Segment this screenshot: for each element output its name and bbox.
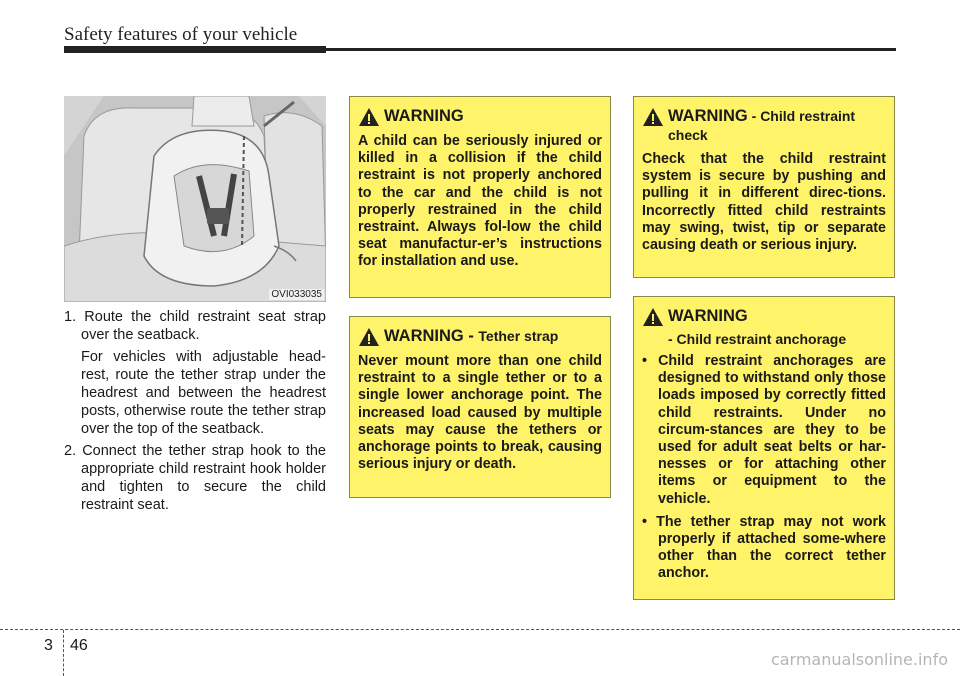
- step-1-note: For vehicles with adjustable head-rest, route the tether strap under the headrest and between the headrest posts, otherwise route the tether strap over the top of the seatback.: [81, 349, 326, 437]
- warning-bullet: • Child restraint anchorages are designed to withstand only those loads imposed by correctly fitted child restraints. Under no circum-stances are they to be used for adult seat belts or har-nesses or for attaching other items or equipment to the vehicle.: [642, 353, 886, 507]
- warning-triangle-icon: [642, 307, 664, 327]
- warning-text: A child can be seriously injured or killed in a collision if the child restraint is not properly anchored to the car and the child is not properly restrained in the child restraint. Always fol-low the child seat manufactur-er’s instructions for installation and use.: [358, 133, 602, 270]
- footer-rule: [0, 629, 960, 630]
- warning-title-main: WARNING: [668, 107, 748, 125]
- warning-title: WARNING: [668, 307, 748, 325]
- warning-title: [384, 327, 558, 346]
- warning-bullet: • The tether strap may not work properly if attached some-where other than the correct tether anchor.: [642, 513, 886, 582]
- warning-box-restraint-anchorage: [633, 296, 895, 600]
- warning-text: Never mount more than one child restraint to a single tether or to a single lower anchorage point. The increased load caused by multiple seats may cause the tethers or anchorage points to break, causing serious injury or death.: [358, 353, 602, 473]
- warning-subtitle: - Child restraint check: [668, 108, 856, 143]
- warning-box-tether-strap: [349, 316, 611, 498]
- warning-box-child-injury: [349, 96, 611, 298]
- warning-text: Check that the child restraint system is secure by pushing and pulling it in different direc-tions. Incorrectly fitted child restraints may swing, twist, tip or separate causing death or serious injury.: [642, 151, 886, 254]
- warning-title: [668, 107, 886, 145]
- warning-triangle-icon: [358, 327, 380, 347]
- footer-divider: [63, 630, 64, 676]
- warning-title-main: WARNING -: [384, 327, 479, 345]
- watermark: carmanualsonline.info: [770, 650, 948, 669]
- step-2: 2. Connect the tether strap hook to the appropriate child restraint hook holder and tighten to secure the child restraint seat.: [64, 443, 326, 513]
- warning-triangle-icon: [642, 107, 664, 127]
- warning-triangle-icon: [358, 107, 380, 127]
- header-rule: [64, 48, 896, 51]
- instruction-steps: [64, 308, 326, 518]
- warning-subtitle: - Child restraint anchorage: [668, 331, 847, 347]
- child-seat-illustration: [64, 96, 326, 302]
- figure-code: OVI033035: [271, 289, 322, 300]
- page-header-title: Safety features of your vehicle: [64, 24, 298, 45]
- warning-subtitle: Tether strap: [478, 328, 559, 344]
- warning-box-restraint-check: [633, 96, 895, 278]
- page-number: 46: [70, 637, 88, 654]
- child-seat-drawing: [64, 96, 326, 302]
- warning-title: WARNING: [384, 107, 464, 125]
- chapter-number: 3: [44, 637, 53, 654]
- step-1: 1. Route the child restraint seat strap over the seatback.: [64, 309, 326, 343]
